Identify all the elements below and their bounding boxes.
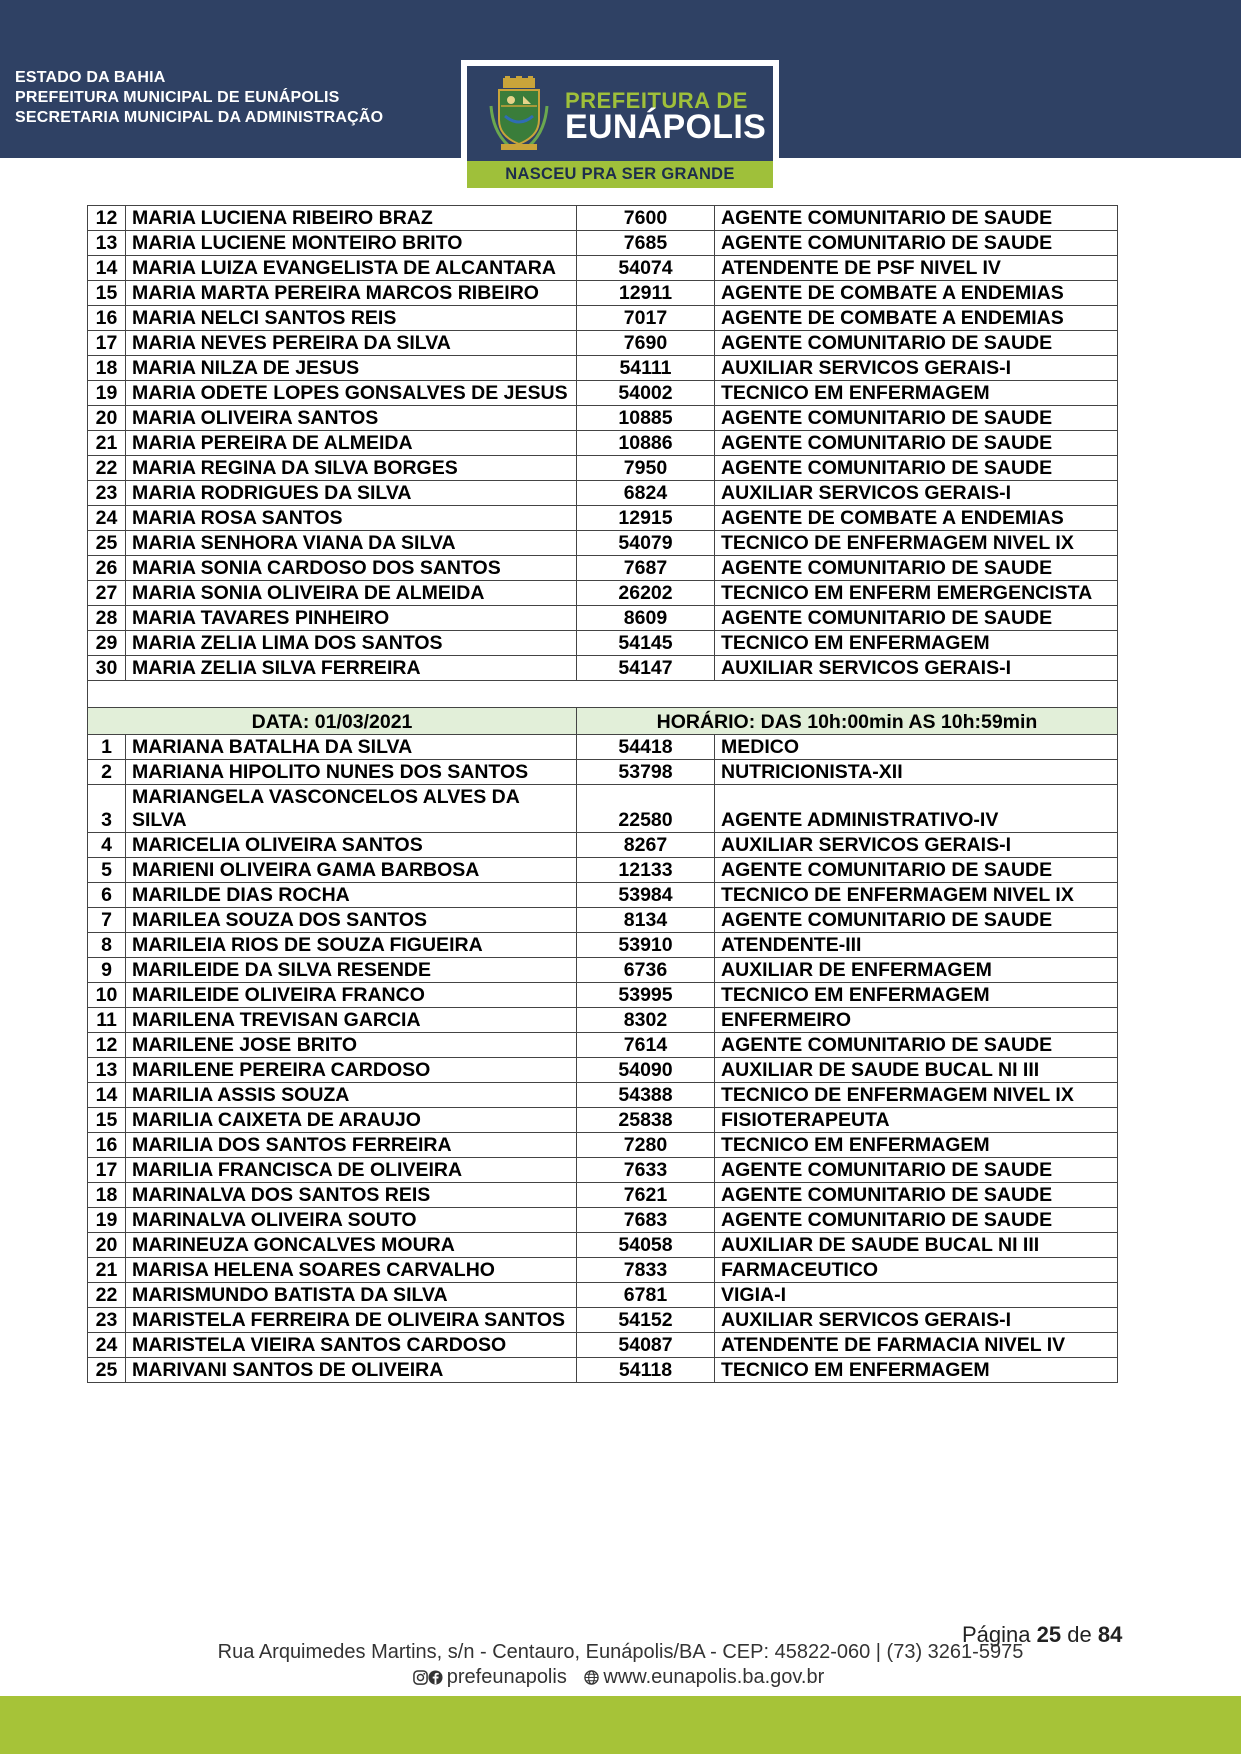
- job-title: AUXILIAR SERVICOS GERAIS-I: [715, 481, 1118, 506]
- employee-name: MARISTELA VIEIRA SANTOS CARDOSO: [126, 1333, 577, 1358]
- table-row: [88, 531, 1118, 556]
- job-title: AGENTE COMUNITARIO DE SAUDE: [715, 1158, 1118, 1183]
- row-number: 7: [88, 908, 126, 933]
- row-number: 30: [88, 656, 126, 681]
- row-number: 3: [88, 785, 126, 833]
- registration-number: 54002: [577, 381, 715, 406]
- row-number: 22: [88, 456, 126, 481]
- logo-title-city: EUNÁPOLIS: [565, 108, 767, 146]
- registration-number: 10886: [577, 431, 715, 456]
- row-number: 23: [88, 1308, 126, 1333]
- row-number: 4: [88, 833, 126, 858]
- employee-name: MARIANGELA VASCONCELOS ALVES DA SILVA: [126, 785, 577, 833]
- row-number: 21: [88, 431, 126, 456]
- row-number: 2: [88, 760, 126, 785]
- employee-name: MARIVANI SANTOS DE OLIVEIRA: [126, 1358, 577, 1383]
- table-row: [88, 581, 1118, 606]
- coat-of-arms-icon: [489, 76, 549, 152]
- registration-number: 54145: [577, 631, 715, 656]
- table-row: [88, 833, 1118, 858]
- table-row: [88, 933, 1118, 958]
- registration-number: 54418: [577, 735, 715, 760]
- table-row: [88, 1208, 1118, 1233]
- registration-number: 54152: [577, 1308, 715, 1333]
- registration-number: 7614: [577, 1033, 715, 1058]
- row-number: 25: [88, 1358, 126, 1383]
- row-number: 10: [88, 983, 126, 1008]
- row-number: 12: [88, 206, 126, 231]
- job-title: TECNICO EM ENFERMAGEM: [715, 1133, 1118, 1158]
- table-row: [88, 858, 1118, 883]
- job-title: TECNICO EM ENFERMAGEM: [715, 381, 1118, 406]
- table-row: [88, 735, 1118, 760]
- schedule-time: HORÁRIO: DAS 10h:00min AS 10h:59min: [577, 708, 1118, 735]
- registration-number: 54074: [577, 256, 715, 281]
- employee-name: MARILIA DOS SANTOS FERREIRA: [126, 1133, 577, 1158]
- row-number: 27: [88, 581, 126, 606]
- row-number: 13: [88, 1058, 126, 1083]
- employee-name: MARISA HELENA SOARES CARVALHO: [126, 1258, 577, 1283]
- row-number: 25: [88, 531, 126, 556]
- logo-slogan: NASCEU PRA SER GRANDE: [467, 161, 773, 188]
- employee-name: MARIA LUCIENE MONTEIRO BRITO: [126, 231, 577, 256]
- job-title: ENFERMEIRO: [715, 1008, 1118, 1033]
- table-row: [88, 381, 1118, 406]
- employee-name: MARILENE JOSE BRITO: [126, 1033, 577, 1058]
- row-number: 20: [88, 406, 126, 431]
- job-title: AGENTE COMUNITARIO DE SAUDE: [715, 1183, 1118, 1208]
- job-title: AUXILIAR DE SAUDE BUCAL NI III: [715, 1058, 1118, 1083]
- table-row: [88, 431, 1118, 456]
- job-title: AGENTE COMUNITARIO DE SAUDE: [715, 231, 1118, 256]
- table-row: [88, 206, 1118, 231]
- registration-number: 6824: [577, 481, 715, 506]
- section-separator: [88, 681, 1118, 735]
- table-row: [88, 481, 1118, 506]
- job-title: AGENTE COMUNITARIO DE SAUDE: [715, 431, 1118, 456]
- employee-name: MARILIA ASSIS SOUZA: [126, 1083, 577, 1108]
- table-row: [88, 1033, 1118, 1058]
- table-row: [88, 1308, 1118, 1333]
- employee-name: MARIA RODRIGUES DA SILVA: [126, 481, 577, 506]
- job-title: AGENTE COMUNITARIO DE SAUDE: [715, 331, 1118, 356]
- job-title: TECNICO DE ENFERMAGEM NIVEL IX: [715, 531, 1118, 556]
- registration-number: 54087: [577, 1333, 715, 1358]
- job-title: AGENTE COMUNITARIO DE SAUDE: [715, 556, 1118, 581]
- job-title: AGENTE COMUNITARIO DE SAUDE: [715, 606, 1118, 631]
- employee-name: MARIENI OLIVEIRA GAMA BARBOSA: [126, 858, 577, 883]
- blank-separator-row: [88, 681, 1118, 708]
- employee-name: MARILIA CAIXETA DE ARAUJO: [126, 1108, 577, 1133]
- registration-number: 8609: [577, 606, 715, 631]
- employee-name: MARIA TAVARES PINHEIRO: [126, 606, 577, 631]
- row-number: 14: [88, 256, 126, 281]
- row-number: 17: [88, 331, 126, 356]
- registration-number: 54058: [577, 1233, 715, 1258]
- registration-number: 54388: [577, 1083, 715, 1108]
- footer-green-band: [0, 1696, 1241, 1754]
- row-number: 17: [88, 1158, 126, 1183]
- registration-number: 12915: [577, 506, 715, 531]
- employee-name: MARIA SONIA CARDOSO DOS SANTOS: [126, 556, 577, 581]
- row-number: 24: [88, 1333, 126, 1358]
- employee-name: MARIA REGINA DA SILVA BORGES: [126, 456, 577, 481]
- table-row: [88, 1133, 1118, 1158]
- employee-name: MARINALVA OLIVEIRA SOUTO: [126, 1208, 577, 1233]
- job-title: TECNICO EM ENFERMAGEM: [715, 983, 1118, 1008]
- table-row: [88, 281, 1118, 306]
- header-municipality: PREFEITURA MUNICIPAL DE EUNÁPOLIS: [15, 89, 340, 106]
- job-title: VIGIA-I: [715, 1283, 1118, 1308]
- job-title: MEDICO: [715, 735, 1118, 760]
- registration-number: 12911: [577, 281, 715, 306]
- registration-number: 53798: [577, 760, 715, 785]
- row-number: 28: [88, 606, 126, 631]
- registration-number: 8267: [577, 833, 715, 858]
- social-handle: prefeunapolis: [413, 1666, 571, 1689]
- table-row: [88, 256, 1118, 281]
- employee-name: MARIANA BATALHA DA SILVA: [126, 735, 577, 760]
- employee-name: MARICELIA OLIVEIRA SANTOS: [126, 833, 577, 858]
- job-title: AGENTE DE COMBATE A ENDEMIAS: [715, 306, 1118, 331]
- table-row: [88, 631, 1118, 656]
- job-title: AGENTE COMUNITARIO DE SAUDE: [715, 1033, 1118, 1058]
- job-title: AUXILIAR DE ENFERMAGEM: [715, 958, 1118, 983]
- registration-number: 25838: [577, 1108, 715, 1133]
- table-row: [88, 606, 1118, 631]
- job-title: AGENTE COMUNITARIO DE SAUDE: [715, 908, 1118, 933]
- logo-top-panel: [467, 66, 773, 161]
- registration-number: 12133: [577, 858, 715, 883]
- registration-number: 8134: [577, 908, 715, 933]
- job-title: AUXILIAR SERVICOS GERAIS-I: [715, 356, 1118, 381]
- row-number: 11: [88, 1008, 126, 1033]
- job-title: ATENDENTE DE PSF NIVEL IV: [715, 256, 1118, 281]
- registration-number: 54111: [577, 356, 715, 381]
- table-row: [88, 760, 1118, 785]
- job-title: AUXILIAR SERVICOS GERAIS-I: [715, 656, 1118, 681]
- employee-name: MARIA SENHORA VIANA DA SILVA: [126, 531, 577, 556]
- table-row: [88, 908, 1118, 933]
- job-title: TECNICO EM ENFERMAGEM: [715, 631, 1118, 656]
- employee-name: MARILEIA RIOS DE SOUZA FIGUEIRA: [126, 933, 577, 958]
- row-number: 18: [88, 1183, 126, 1208]
- table-row: [88, 1358, 1118, 1383]
- row-number: 20: [88, 1233, 126, 1258]
- job-title: TECNICO DE ENFERMAGEM NIVEL IX: [715, 1083, 1118, 1108]
- table-row: [88, 406, 1118, 431]
- table-row: [88, 1058, 1118, 1083]
- row-number: 8: [88, 933, 126, 958]
- employee-name: MARIA NELCI SANTOS REIS: [126, 306, 577, 331]
- registration-number: 53995: [577, 983, 715, 1008]
- table-row: [88, 456, 1118, 481]
- row-number: 9: [88, 958, 126, 983]
- footer-social: [0, 1666, 1241, 1689]
- employee-name: MARISMUNDO BATISTA DA SILVA: [126, 1283, 577, 1308]
- job-title: ATENDENTE-III: [715, 933, 1118, 958]
- job-title: TECNICO EM ENFERMAGEM: [715, 1358, 1118, 1383]
- job-title: TECNICO DE ENFERMAGEM NIVEL IX: [715, 883, 1118, 908]
- header-department: SECRETARIA MUNICIPAL DA ADMINISTRAÇÃO: [15, 109, 384, 126]
- employee-name: MARIA ZELIA SILVA FERREIRA: [126, 656, 577, 681]
- row-number: 12: [88, 1033, 126, 1058]
- globe-icon: [584, 1670, 599, 1685]
- employee-name: MARIA ZELIA LIMA DOS SANTOS: [126, 631, 577, 656]
- registration-number: 54118: [577, 1358, 715, 1383]
- table-row: [88, 883, 1118, 908]
- row-number: 6: [88, 883, 126, 908]
- table-row: [88, 231, 1118, 256]
- employee-name: MARIANA HIPOLITO NUNES DOS SANTOS: [126, 760, 577, 785]
- registration-number: 7685: [577, 231, 715, 256]
- table-row: [88, 1158, 1118, 1183]
- table-row: [88, 1333, 1118, 1358]
- table-row: [88, 1108, 1118, 1133]
- city-logo: [461, 60, 779, 192]
- row-number: 18: [88, 356, 126, 381]
- table-row: [88, 785, 1118, 833]
- registration-number: 7600: [577, 206, 715, 231]
- registration-number: 7687: [577, 556, 715, 581]
- schedule-date: DATA: 01/03/2021: [88, 708, 577, 735]
- job-title: AGENTE DE COMBATE A ENDEMIAS: [715, 506, 1118, 531]
- employee-name: MARIA OLIVEIRA SANTOS: [126, 406, 577, 431]
- table-row: [88, 1283, 1118, 1308]
- table-row: [88, 983, 1118, 1008]
- section-2-rows: [88, 735, 1118, 1383]
- registration-number: 6736: [577, 958, 715, 983]
- employee-name: MARILENE PEREIRA CARDOSO: [126, 1058, 577, 1083]
- table-row: [88, 306, 1118, 331]
- registration-number: 7950: [577, 456, 715, 481]
- registration-number: 6781: [577, 1283, 715, 1308]
- table-row: [88, 356, 1118, 381]
- employee-name: MARIA ODETE LOPES GONSALVES DE JESUS: [126, 381, 577, 406]
- table-row: [88, 556, 1118, 581]
- employee-name: MARILEIDE DA SILVA RESENDE: [126, 958, 577, 983]
- table-row: [88, 1233, 1118, 1258]
- job-title: TECNICO EM ENFERM EMERGENCISTA: [715, 581, 1118, 606]
- job-title: FISIOTERAPEUTA: [715, 1108, 1118, 1133]
- table-row: [88, 1183, 1118, 1208]
- row-number: 15: [88, 1108, 126, 1133]
- row-number: 26: [88, 556, 126, 581]
- header-institution-lines: [15, 68, 383, 128]
- registration-number: 7017: [577, 306, 715, 331]
- row-number: 1: [88, 735, 126, 760]
- row-number: 24: [88, 506, 126, 531]
- registration-number: 53910: [577, 933, 715, 958]
- employee-name: MARILEIDE OLIVEIRA FRANCO: [126, 983, 577, 1008]
- table-row: [88, 656, 1118, 681]
- instagram-icon: [413, 1670, 428, 1685]
- employee-name: MARIA MARTA PEREIRA MARCOS RIBEIRO: [126, 281, 577, 306]
- registration-number: 7683: [577, 1208, 715, 1233]
- employee-name: MARIA LUCIENA RIBEIRO BRAZ: [126, 206, 577, 231]
- registration-number: 8302: [577, 1008, 715, 1033]
- row-number: 15: [88, 281, 126, 306]
- employee-schedule-table: [87, 205, 1118, 1383]
- registration-number: 10885: [577, 406, 715, 431]
- registration-number: 7833: [577, 1258, 715, 1283]
- job-title: AGENTE DE COMBATE A ENDEMIAS: [715, 281, 1118, 306]
- row-number: 16: [88, 1133, 126, 1158]
- table-row: [88, 506, 1118, 531]
- registration-number: 7280: [577, 1133, 715, 1158]
- registration-number: 7690: [577, 331, 715, 356]
- employee-name: MARIA ROSA SANTOS: [126, 506, 577, 531]
- row-number: 21: [88, 1258, 126, 1283]
- website-link[interactable]: www.eunapolis.ba.gov.br: [584, 1666, 828, 1689]
- table-row: [88, 331, 1118, 356]
- registration-number: 7621: [577, 1183, 715, 1208]
- footer-address: Rua Arquimedes Martins, s/n - Centauro, Eunápolis/BA - CEP: 45822-060 | (73) 3261-5975: [217, 1641, 1024, 1663]
- job-title: AGENTE COMUNITARIO DE SAUDE: [715, 456, 1118, 481]
- section-1-rows: [88, 206, 1118, 681]
- job-title: AUXILIAR DE SAUDE BUCAL NI III: [715, 1233, 1118, 1258]
- registration-number: 22580: [577, 785, 715, 833]
- table-row: [88, 1258, 1118, 1283]
- employee-name: MARILENA TREVISAN GARCIA: [126, 1008, 577, 1033]
- registration-number: 53984: [577, 883, 715, 908]
- row-number: 5: [88, 858, 126, 883]
- header-state: ESTADO DA BAHIA: [15, 69, 166, 86]
- table-row: [88, 958, 1118, 983]
- row-number: 19: [88, 1208, 126, 1233]
- employee-name: MARINEUZA GONCALVES MOURA: [126, 1233, 577, 1258]
- page-number: Página 25 de 84: [962, 1622, 1123, 1647]
- job-title: AUXILIAR SERVICOS GERAIS-I: [715, 833, 1118, 858]
- employee-name: MARIA NILZA DE JESUS: [126, 356, 577, 381]
- employee-name: MARILIA FRANCISCA DE OLIVEIRA: [126, 1158, 577, 1183]
- job-title: ATENDENTE DE FARMACIA NIVEL IV: [715, 1333, 1118, 1358]
- row-number: 22: [88, 1283, 126, 1308]
- registration-number: 54147: [577, 656, 715, 681]
- job-title: AUXILIAR SERVICOS GERAIS-I: [715, 1308, 1118, 1333]
- job-title: FARMACEUTICO: [715, 1258, 1118, 1283]
- job-title: AGENTE COMUNITARIO DE SAUDE: [715, 858, 1118, 883]
- job-title: NUTRICIONISTA-XII: [715, 760, 1118, 785]
- facebook-icon: [428, 1670, 443, 1685]
- row-number: 23: [88, 481, 126, 506]
- employee-name: MARILDE DIAS ROCHA: [126, 883, 577, 908]
- employee-name: MARIA PEREIRA DE ALMEIDA: [126, 431, 577, 456]
- employee-name: MARILEA SOUZA DOS SANTOS: [126, 908, 577, 933]
- employee-name: MARIA NEVES PEREIRA DA SILVA: [126, 331, 577, 356]
- row-number: 29: [88, 631, 126, 656]
- schedule-header-row: [88, 708, 1118, 735]
- employee-name: MARIA SONIA OLIVEIRA DE ALMEIDA: [126, 581, 577, 606]
- row-number: 16: [88, 306, 126, 331]
- registration-number: 54090: [577, 1058, 715, 1083]
- employee-name: MARIA LUIZA EVANGELISTA DE ALCANTARA: [126, 256, 577, 281]
- logo-title-top: PREFEITURA DE: [565, 88, 748, 113]
- employee-name: MARISTELA FERREIRA DE OLIVEIRA SANTOS: [126, 1308, 577, 1333]
- registration-number: 7633: [577, 1158, 715, 1183]
- registration-number: 54079: [577, 531, 715, 556]
- job-title: AGENTE COMUNITARIO DE SAUDE: [715, 1208, 1118, 1233]
- job-title: AGENTE ADMINISTRATIVO-IV: [715, 785, 1118, 833]
- row-number: 19: [88, 381, 126, 406]
- employee-name: MARINALVA DOS SANTOS REIS: [126, 1183, 577, 1208]
- row-number: 13: [88, 231, 126, 256]
- job-title: AGENTE COMUNITARIO DE SAUDE: [715, 406, 1118, 431]
- row-number: 14: [88, 1083, 126, 1108]
- table-row: [88, 1083, 1118, 1108]
- job-title: AGENTE COMUNITARIO DE SAUDE: [715, 206, 1118, 231]
- table-row: [88, 1008, 1118, 1033]
- registration-number: 26202: [577, 581, 715, 606]
